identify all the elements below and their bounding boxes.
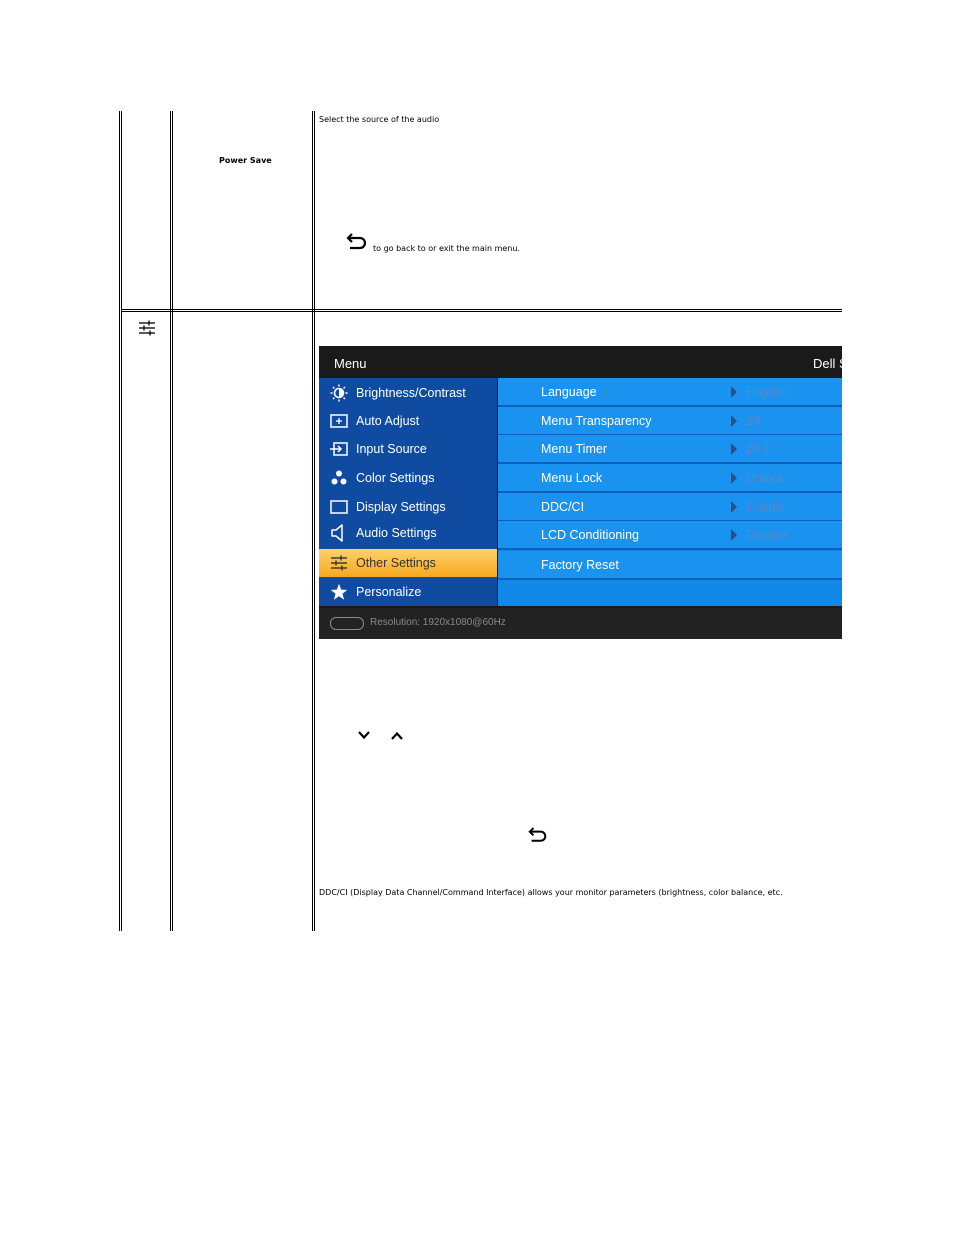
star-icon (328, 583, 350, 601)
osd-menu-label: Brightness/Contrast (356, 386, 466, 400)
osd-menu-label: Color Settings (356, 471, 435, 485)
table-border-left-inner (121, 111, 122, 931)
input-source-icon (328, 440, 350, 458)
speaker-icon (328, 524, 350, 542)
osd-option-value: Unlock (746, 470, 785, 485)
osd-option-label: Factory Reset (541, 557, 619, 572)
power-save-label: Power Save (219, 156, 272, 165)
back-arrow-icon (528, 825, 548, 846)
osd-option-language[interactable] (498, 378, 842, 407)
row-divider-b (121, 311, 842, 312)
triangle-right-icon (731, 529, 737, 541)
osd-menu-label: Personalize (356, 585, 422, 599)
row-divider-a (121, 309, 842, 310)
osd-option-value: English (746, 384, 787, 399)
osd-option-label: DDC/CI (541, 499, 585, 514)
osd-option-label: Menu Transparency (541, 413, 652, 428)
brightness-icon (328, 384, 350, 402)
osd-menu-audio-settings[interactable] (319, 519, 497, 547)
osd-menu-personalize[interactable] (319, 578, 497, 606)
osd-menu-label: Display Settings (356, 500, 446, 514)
table-divider-1a (170, 111, 171, 931)
audio-source-description: Select the source of the audio (319, 115, 440, 124)
osd-option-menu-transparency[interactable] (498, 407, 842, 436)
osd-brand: Dell S (813, 356, 848, 371)
color-settings-icon (328, 469, 350, 487)
osd-option-label: Language (541, 384, 597, 399)
display-settings-icon (328, 498, 350, 516)
osd-menu-label: Audio Settings (356, 526, 437, 540)
sliders-icon (328, 554, 350, 572)
osd-option-ddc-ci[interactable] (498, 493, 842, 522)
osd-option-value: Disable (746, 527, 788, 542)
table-divider-2b (314, 111, 315, 931)
table-divider-2a (312, 111, 313, 931)
triangle-right-icon (731, 386, 737, 398)
table-divider-1b (172, 111, 173, 931)
ddc-ci-description: DDC/CI (Display Data Channel/Command Interface) allows your monitor parameters (brightness, color balance, etc. (319, 888, 783, 897)
osd-option-factory-reset[interactable] (498, 551, 842, 580)
osd-title: Menu (334, 356, 367, 371)
back-arrow-icon (346, 231, 368, 253)
osd-right-menu (498, 378, 842, 606)
triangle-right-icon (731, 415, 737, 427)
triangle-right-icon (731, 472, 737, 484)
back-instruction: to go back to or exit the main menu. (373, 244, 520, 253)
osd-resolution: Resolution: 1920x1080@60Hz (370, 617, 506, 628)
osd-option-label: LCD Conditioning (541, 527, 639, 542)
triangle-right-icon (731, 501, 737, 513)
auto-adjust-icon (328, 412, 350, 430)
osd-menu-other-settings[interactable] (319, 549, 497, 577)
triangle-right-icon (731, 443, 737, 455)
osd-footer (319, 608, 842, 639)
osd-option-menu-timer[interactable] (498, 435, 842, 464)
osd-menu-label: Other Settings (356, 556, 436, 570)
osd-menu-auto-adjust[interactable] (319, 407, 497, 435)
osd-left-menu (319, 378, 497, 606)
osd-menu-input-source[interactable] (319, 435, 497, 463)
osd-option-value: 20 s (746, 441, 770, 456)
osd-menu-label: Input Source (356, 442, 427, 456)
osd-option-menu-lock[interactable] (498, 464, 842, 493)
osd-option-label: Menu Lock (541, 470, 603, 485)
vga-logo-icon (330, 617, 364, 630)
osd-menu-color-settings[interactable] (319, 464, 497, 492)
osd-menu-display-settings[interactable] (319, 493, 497, 521)
osd-option-lcd-conditioning[interactable] (498, 521, 842, 550)
osd-menu-label: Auto Adjust (356, 414, 420, 428)
table-border-left-outer (119, 111, 120, 931)
osd-menu-screenshot (319, 346, 848, 639)
osd-option-value: 20 (746, 413, 760, 428)
osd-menu-brightness-contrast[interactable] (319, 379, 497, 407)
chevron-down-icon (357, 725, 371, 744)
osd-option-label: Menu Timer (541, 441, 607, 456)
osd-option-value: Enable (746, 499, 785, 514)
sliders-icon (138, 320, 156, 340)
chevron-up-icon (390, 726, 404, 745)
